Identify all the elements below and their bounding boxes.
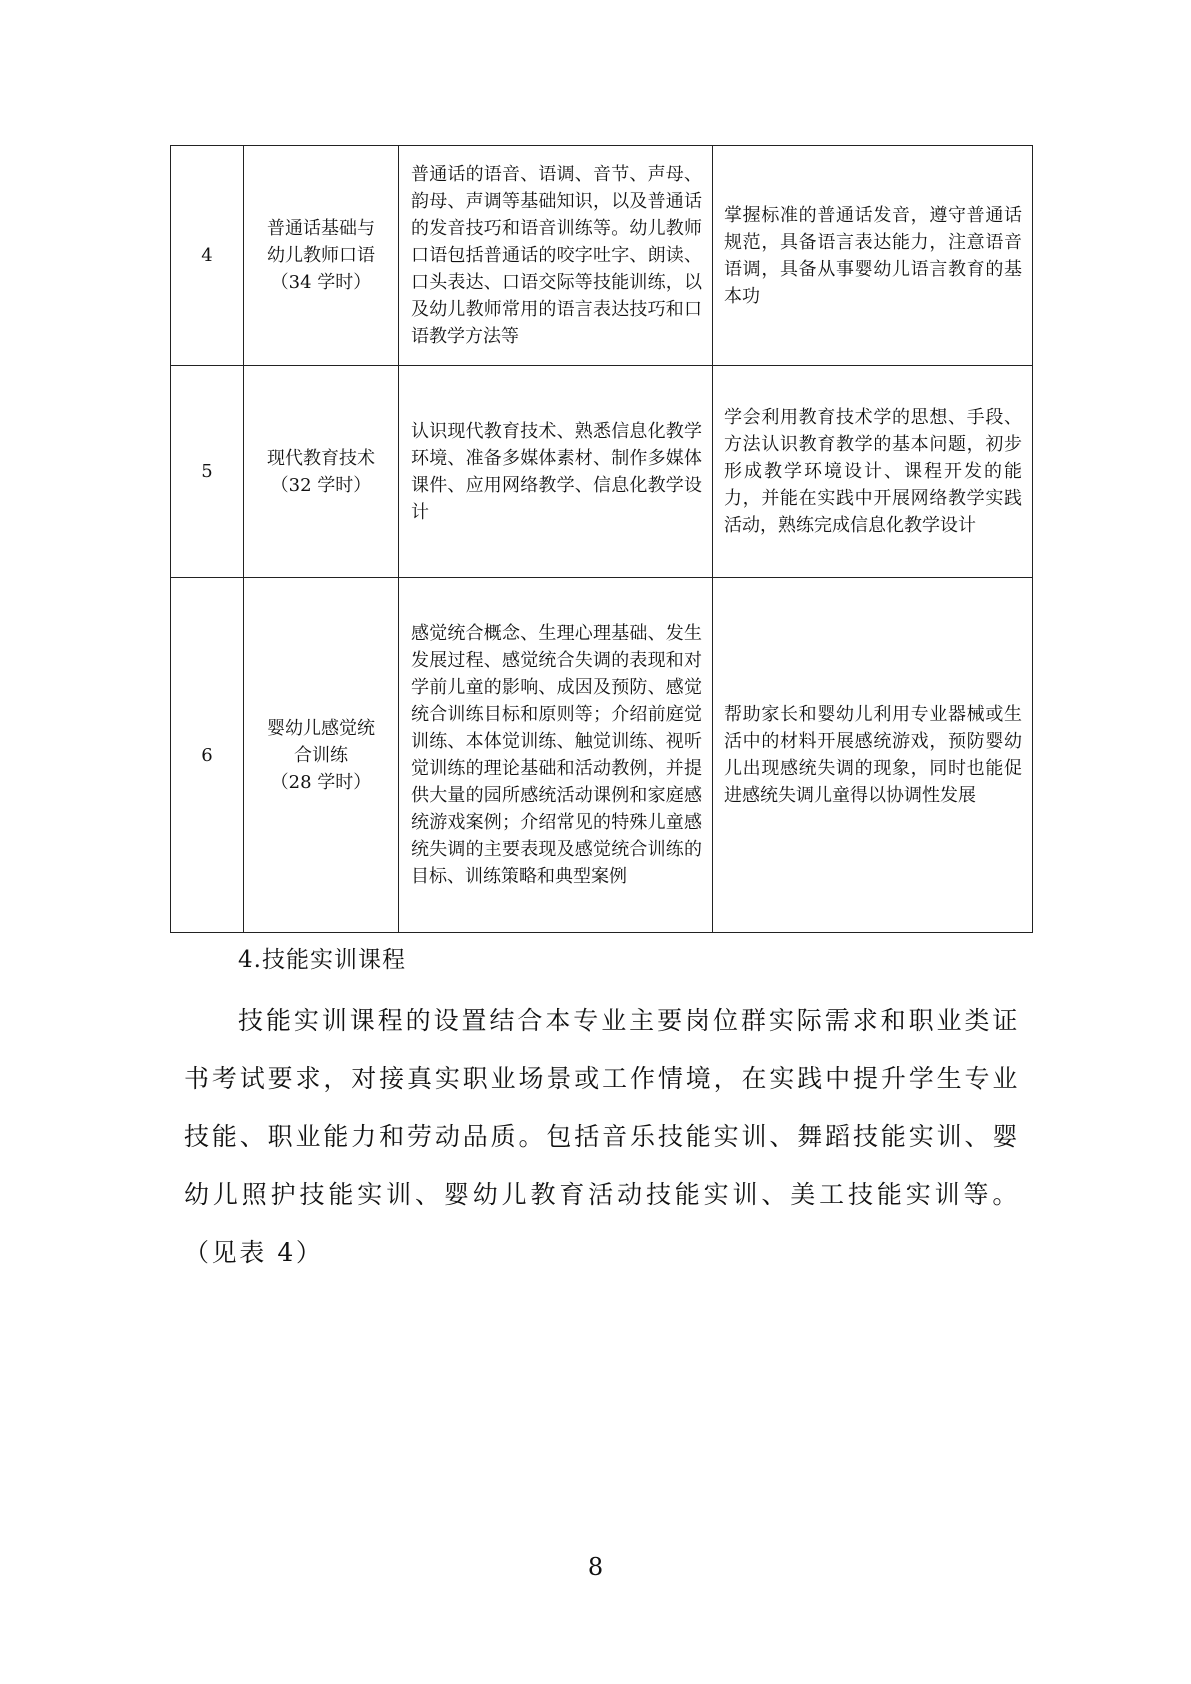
course-hours: （34 学时） (270, 272, 372, 293)
course-hours: （32 学时） (270, 474, 372, 496)
course-name (244, 578, 399, 933)
course-number: 6 (171, 578, 244, 933)
course-content: 普通话的语音、语调、音节、声母、韵母、声调等基础知识，以及普通话的发音技巧和语音训练等。幼儿教师口语包括普通话的咬字吐字、朗读、口头表达、口语交际等技能训练，以及幼儿教师常用的语言表达技巧和口语教学方法等 (399, 146, 713, 366)
course-number: 4 (171, 146, 244, 366)
course-hours: （28 学时） (270, 771, 372, 793)
course-name-line: 现代教育技术 (267, 447, 375, 469)
table-row (171, 146, 1033, 366)
course-name-line: 幼儿教师口语 (267, 245, 375, 266)
course-name-line: 婴幼儿感觉统 (267, 717, 375, 739)
course-content: 认识现代教育技术、熟悉信息化教学环境、准备多媒体素材、制作多媒体课件、应用网络教学、信息化教学设计 (399, 366, 713, 578)
course-table (170, 145, 1033, 933)
course-goal: 帮助家长和婴幼儿利用专业器械或生活中的材料开展感统游戏，预防婴幼儿出现感统失调的现象，同时也能促进感统失调儿童得以协调性发展 (713, 578, 1033, 933)
course-number: 5 (171, 366, 244, 578)
course-goal: 学会利用教育技术学的思想、手段、方法认识教育教学的基本问题，初步形成教学环境设计、课程开发的能力，并能在实践中开展网络教学实践活动，熟练完成信息化教学设计 (713, 366, 1033, 578)
course-name (244, 146, 399, 366)
table-row (171, 578, 1033, 933)
course-name-line: 普通话基础与 (267, 218, 375, 239)
table-row (171, 366, 1033, 578)
section-heading: 4.技能实训课程 (238, 947, 406, 973)
course-name-line: 合训练 (294, 744, 348, 766)
section-paragraph: 技能实训课程的设置结合本专业主要岗位群实际需求和职业类证书考试要求，对接真实职业场景或工作情境，在实践中提升学生专业技能、职业能力和劳动品质。包括音乐技能实训、舞蹈技能实训、婴幼儿照护技能实训、婴幼儿教育活动技能实训、美工技能实训等。（见表 4） (184, 1006, 1020, 1267)
page-number: 8 (587, 1553, 604, 1581)
course-name (244, 366, 399, 578)
course-content: 感觉统合概念、生理心理基础、发生发展过程、感觉统合失调的表现和对学前儿童的影响、成因及预防、感觉统合训练目标和原则等；介绍前庭觉训练、本体觉训练、触觉训练、视听觉训练的理论基础和活动教例，并提供大量的园所感统活动课例和家庭感统游戏案例；介绍常见的特殊儿童感统失调的主要表现及感觉统合训练的目标、训练策略和典型案例 (399, 578, 713, 933)
course-goal: 掌握标准的普通话发音，遵守普通话规范，具备语言表达能力，注意语音语调，具备从事婴幼儿语言教育的基本功 (713, 146, 1033, 366)
